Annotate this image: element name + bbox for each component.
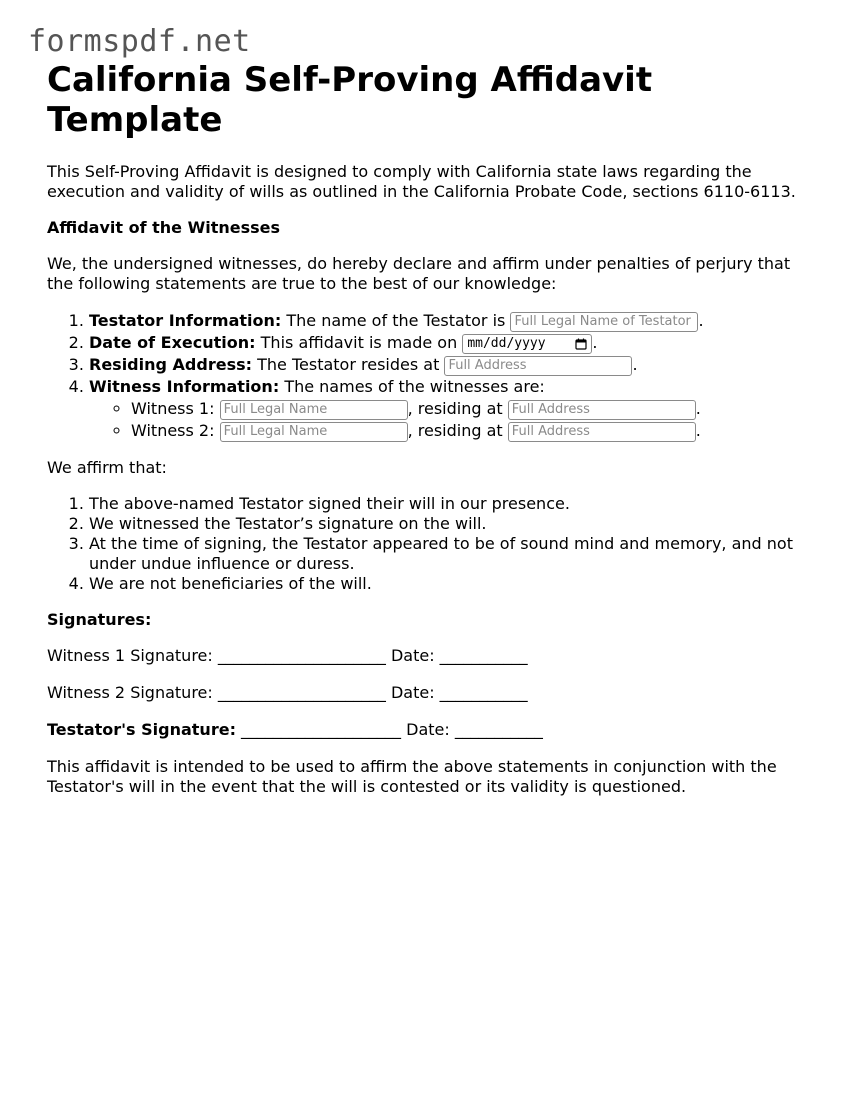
- witness-2-label: Witness 2:: [131, 421, 215, 440]
- witness-affidavit-heading: Affidavit of the Witnesses: [47, 218, 281, 237]
- closing-paragraph: This affidavit is intended to be used to affirm the above statements in conjunction with the Testator's will in the event that the will is contested or its validity is questioned.: [47, 757, 777, 796]
- list-item-end: .: [698, 311, 704, 330]
- witness-list: [89, 398, 817, 442]
- declaration-paragraph: We, the undersigned witnesses, do hereby declare and affirm under penalties of perjury that the following statements are true to the best of our knowledge:: [47, 254, 791, 293]
- testator-signature-blanks: ____________________ Date: ___________: [235, 720, 543, 739]
- witness-info-text: The names of the witnesses are:: [284, 377, 545, 396]
- witness-2-address-input[interactable]: [508, 422, 696, 442]
- list-item-end: .: [632, 355, 638, 374]
- list-item: [89, 354, 817, 376]
- residing-text: , residing at: [407, 399, 503, 418]
- date-placeholder: mm/dd/yyyy: [467, 335, 546, 351]
- witness-1-label: Witness 1:: [131, 399, 215, 418]
- affirmation-list: [47, 494, 817, 594]
- witness-2-name-input[interactable]: [220, 422, 408, 442]
- date-of-execution-label: Date of Execution:: [89, 333, 256, 352]
- list-item: [89, 310, 817, 332]
- witness-1-name-input[interactable]: [220, 400, 408, 420]
- witness-info-label: Witness Information:: [89, 377, 280, 396]
- date-of-execution-text: This affidavit is made on: [260, 333, 458, 352]
- witness-1-item: [131, 398, 817, 420]
- list-item-end: .: [592, 333, 598, 352]
- signatures-heading: Signatures:: [47, 610, 152, 629]
- intro-paragraph: This Self-Proving Affidavit is designed to comply with California state laws regarding the execution and validity of wills as outlined in the California Probate Code, sections 6110-6113.: [47, 162, 796, 201]
- statement-list: [47, 310, 817, 442]
- testator-name-input[interactable]: [510, 312, 698, 332]
- residing-address-text: The Testator resides at: [257, 355, 440, 374]
- document-body: [47, 60, 817, 797]
- list-item: 2. We witnessed the Testator’s signature on the will.: [89, 514, 817, 534]
- list-item: [89, 376, 817, 442]
- testator-signature-label: Testator's Signature:: [47, 720, 236, 739]
- list-item: 3. At the time of signing, the Testator appeared to be of sound mind and memory, and not under undue influence or duress.: [89, 534, 817, 574]
- execution-date-input[interactable]: [462, 334, 592, 354]
- witness-2-item: [131, 420, 817, 442]
- affirm-intro: We affirm that:: [47, 458, 167, 477]
- calendar-icon[interactable]: [575, 338, 587, 350]
- page-title: California Self-Proving Affidavit Template: [47, 60, 653, 140]
- witness-2-signature-line: Witness 2 Signature: _____________________ Date: ___________: [47, 683, 528, 702]
- testator-info-text: The name of the Testator is: [286, 311, 506, 330]
- testator-info-label: Testator Information:: [89, 311, 282, 330]
- list-item: [89, 332, 817, 354]
- list-item-end: .: [695, 421, 701, 440]
- list-item: 4. We are not beneficiaries of the will.: [89, 574, 817, 594]
- residing-text: , residing at: [407, 421, 503, 440]
- list-item: 1. The above-named Testator signed their will in our presence.: [89, 494, 817, 514]
- witness-1-address-input[interactable]: [508, 400, 696, 420]
- residing-address-label: Residing Address:: [89, 355, 253, 374]
- testator-signature-line: [47, 720, 817, 740]
- testator-address-input[interactable]: [444, 356, 632, 376]
- watermark: formspdf.net: [28, 24, 251, 59]
- list-item-end: .: [695, 399, 701, 418]
- witness-1-signature-line: Witness 1 Signature: _____________________ Date: ___________: [47, 646, 528, 665]
